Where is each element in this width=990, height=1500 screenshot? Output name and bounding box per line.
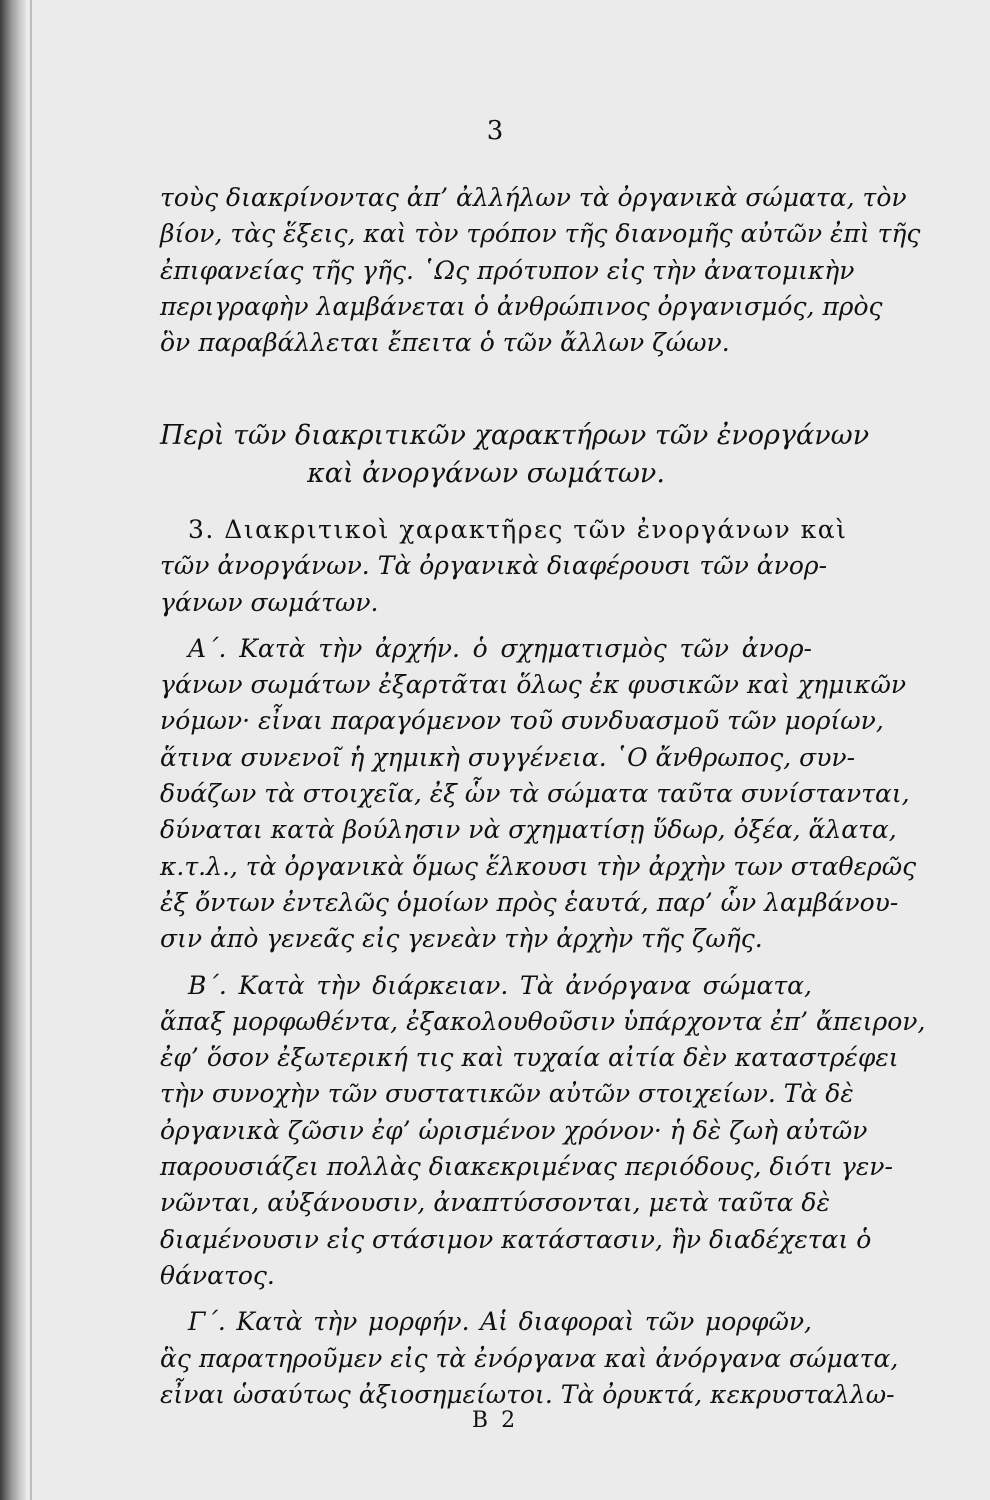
- text-line: εἶναι ὡσαύτως ἀξιοσημείωτοι. Τὰ ὀρυκτά, κεκρυσταλλω-: [160, 1379, 895, 1409]
- text-line: κ.τ.λ., τὰ ὀργανικὰ ὅμως ἕλκουσι τὴν ἀρχὴν των σταθερῶς: [160, 851, 917, 881]
- text-line: ὃν παραβάλλεται ἔπειτα ὁ τῶν ἄλλων ζώων.: [160, 328, 730, 358]
- page-number: 3: [486, 116, 504, 146]
- paragraph-c: [160, 1304, 899, 1413]
- text-line: σιν ἀπὸ γενεᾶς εἰς γενεὰν τὴν ἀρχὴν τῆς ζωῆς.: [160, 924, 763, 954]
- paragraph-lead: Β΄. Κατὰ τὴν διάρκειαν. Τὰ ἀνόργανα σώματα,: [188, 970, 812, 1000]
- text-line: διαμένουσιν εἰς στάσιμον κατάστασιν, ἣν διαδέχεται ὁ: [160, 1224, 872, 1254]
- text-line: ἅτινα συνενοῖ ἡ χημικὴ συγγένεια. ῾Ο ἄνθρωπος, συν-: [160, 742, 856, 772]
- main-text: [160, 512, 926, 1413]
- text-line: νῶνται, αὐξάνουσιν, ἀναπτύσσονται, μετὰ ταῦτα δὲ: [160, 1188, 830, 1218]
- text-line: βίον, τὰς ἕξεις, καὶ τὸν τρόπον τῆς διανομῆς αὐτῶν ἐπὶ τῆς: [160, 219, 921, 249]
- text-line: δυάζων τὰ στοιχεῖα, ἐξ ὧν τὰ σώματα ταῦτα συνίστανται,: [160, 779, 910, 809]
- paragraph-lead: Α΄. Κατὰ τὴν ἀρχήν. ὁ σχηματισμὸς τῶν ἀνορ-: [188, 633, 812, 663]
- paragraph-lead: 3. Διακριτικοὶ χαρακτῆρες τῶν ἐνοργάνων καὶ: [188, 515, 848, 544]
- intro-paragraph: [160, 180, 921, 361]
- text-line: ὀργανικὰ ζῶσιν ἐφ’ ὡρισμένον χρόνον· ἡ δὲ ζωὴ αὐτῶν: [160, 1115, 868, 1145]
- text-line: περιγραφὴν λαμβάνεται ὁ ἀνθρώπινος ὀργανισμός, πρὸς: [160, 291, 883, 321]
- text-line: γάνων σωμάτων.: [160, 587, 379, 617]
- heading-line-2: καὶ ἀνοργάνων σωμάτων.: [307, 458, 665, 489]
- text-line: τοὺς διακρίνοντας ἀπ’ ἀλλήλων τὰ ὀργανικὰ σώματα, τὸν: [160, 183, 907, 212]
- text-line: θάνατος.: [160, 1260, 275, 1290]
- text-line: ἃς παρατηροῦμεν εἰς τὰ ἐνόργανα καὶ ἀνόργανα σώματα,: [160, 1343, 899, 1373]
- text-line: ἐπιφανείας τῆς γῆς. ῾Ως πρότυπον εἰς τὴν ἀνατομικὴν: [160, 255, 855, 285]
- paragraph-lead: Γ΄. Κατὰ τὴν μορφήν. Αἱ διαφοραὶ τῶν μορφῶν,: [188, 1307, 812, 1337]
- text-line: παρουσιάζει πολλὰς διακεκριμένας περιόδους, διότι γεν-: [160, 1152, 893, 1182]
- text-line: ἅπαξ μορφωθέντα, ἐξακολουθοῦσιν ὑπάρχοντα ἐπ’ ἄπειρον,: [160, 1006, 926, 1036]
- text-line: νόμων· εἶναι παραγόμενον τοῦ συνδυασμοῦ τῶν μορίων,: [160, 706, 884, 736]
- text-line: τῶν ἀνοργάνων. Τὰ ὀργανικὰ διαφέρουσι τῶν ἀνορ-: [160, 551, 828, 581]
- text-line: ἐξ ὄντων ἐντελῶς ὁμοίων πρὸς ἑαυτά, παρ’ ὧν λαμβάνου-: [160, 887, 899, 917]
- text-line: τὴν συνοχὴν τῶν συστατικῶν αὐτῶν στοιχείων. Τὰ δὲ: [160, 1079, 854, 1109]
- section-heading: [160, 417, 870, 493]
- signature-mark: Β 2: [471, 1408, 519, 1433]
- paragraph-3: [160, 512, 848, 621]
- text-line: γάνων σωμάτων ἐξαρτᾶται ὅλως ἐκ φυσικῶν καὶ χημικῶν: [160, 670, 907, 700]
- text-line: δύναται κατὰ βούλησιν νὰ σχηματίσῃ ὕδωρ, ὀξέα, ἅλατα,: [160, 815, 897, 845]
- paragraph-a: [160, 631, 917, 958]
- text-line: ἐφ’ ὅσον ἐξωτερική τις καὶ τυχαία αἰτία δὲν καταστρέφει: [160, 1043, 899, 1073]
- paragraph-b: [160, 968, 926, 1295]
- heading-line-1: Περὶ τῶν διακριτικῶν χαρακτήρων τῶν ἐνοργάνων: [160, 420, 870, 451]
